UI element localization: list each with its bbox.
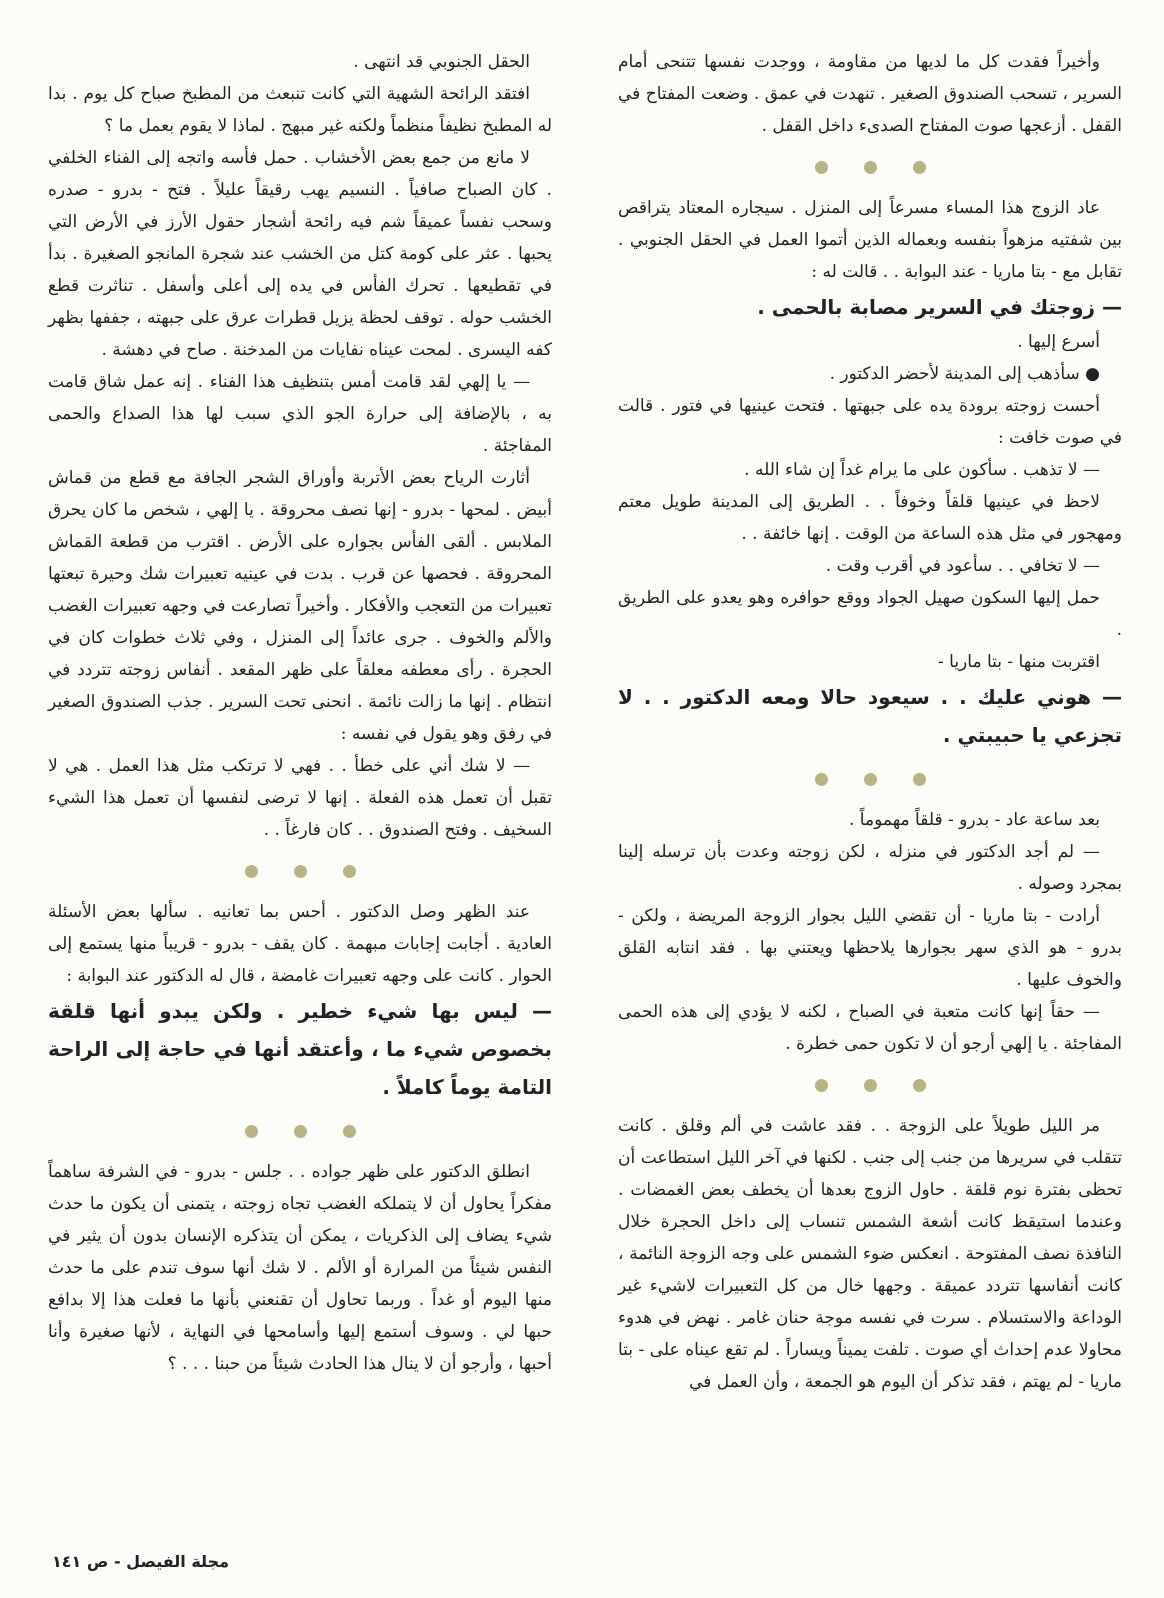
paragraph: مر الليل طويلاً على الزوجة . . فقد عاشت في ألم وقلق . كانت تتقلب في سريرها من جنب إلى جنب . لكنها في آخر الليل استطاعت أن تحظى بفترة نوم قلقة . حاول الزوج بعدها أن يخطف بعض الغمضات . وعندما استيقظ كانت أشعة الشمس تنساب إلى داخل الحجرة خلال النافذة نصف المفتوحة . انعكس ضوء الشمس على وجه الزوجة النائمة ، كانت أنفاسها تتردد عميقة . وجهها خال من كل التعبيرات لاشيء غير الوداعة والاستسلام . سرت في نفسه موجة حنان غامر . نهض في هدوء محاولا عدم إحداث أي صوت . تلفت يميناً ويساراً . لم تقع عيناه على - بتا ماريا - لم يهتم ، فقد تذكر أن اليوم هو الجمعة ، وأن العمل في xyxy=(618,1116,1122,1392)
paragraph: وأخيراً فقدت كل ما لديها من مقاومة ، ووجدت نفسها تتنحى أمام السرير ، تسحب الصندوق الصغير . تنهدت في عمق . وضعت المفتاح في القفل . أزعجها صوت المفتاح الصدىء داخل القفل . xyxy=(618,52,1122,136)
dialogue-highlight: — هوني عليك . . سيعود حالا ومعه الدكتور . . لا تجزعي يا حبيبتي . xyxy=(618,685,1122,747)
separator-dot xyxy=(913,773,926,786)
separator-dot xyxy=(913,1079,926,1092)
separator-dot xyxy=(294,865,307,878)
paragraph: أحست زوجته برودة يده على جبهتها . فتحت عينيها في فتور . قالت في صوت خافت : xyxy=(618,396,1122,448)
paragraph: عاد الزوج هذا المساء مسرعاً إلى المنزل . سيجاره المعتاد يتراقص بين شفتيه مزهواً بنفسه وبعماله الذين أتموا العمل في الحقل الجنوبي . تقابل مع - بتا ماريا - عند البوابة . . قالت له : xyxy=(618,198,1122,282)
paragraph: أرادت - بتا ماريا - أن تقضي الليل بجوار الزوجة المريضة ، ولكن - بدرو - هو الذي سهر بجوارها يلاحظها ويعتني بها . فقد انتابه القلق والخوف عليها . xyxy=(618,906,1122,990)
paragraph: — لا تذهب . سأكون على ما يرام غداً إن شاء الله . xyxy=(744,460,1100,480)
separator-dot xyxy=(294,1125,307,1138)
page-footer: مجلة الفيصل - ص ١٤١ xyxy=(52,1552,229,1571)
paragraph: أثارت الرياح بعض الأتربة وأوراق الشجر الجافة مع قطع من قماش أبيض . لمحها - بدرو - إنها نصف محروقة . يا إلهي ، شخص ما كان يحرق الملابس . ألقى الفأس بجواره على الأرض . اقترب من قطعة القماش المحروقة . فحصها عن قرب . بدت في عينيه تعبيرات شك وحيرة تبعتها تعبيرات من التعجب والأفكار . وأخيراً تصارعت في وجهه تعبيرات الغضب والألم والخوف . جرى عائداً إلى المنزل ، وفي ثلاث خطوات كان في الحجرة . رأى معطفه معلقاً على ظهر المقعد . أنفاس زوجته تتردد في انتظام . إنها ما زالت نائمة . انحنى تحت السرير . جذب الصندوق الصغير في رفق وهو يقول في نفسه : xyxy=(48,468,552,744)
paragraph: حمل إليها السكون صهيل الجواد ووقع حوافره وهو يعدو على الطريق . xyxy=(618,588,1122,640)
section-separator xyxy=(618,754,1122,804)
paragraph: — لا شك أني على خطأ . . فهي لا ترتكب مثل هذا العمل . هي لا تقبل أن تعمل هذه الفعلة . إنها لا ترضى لنفسها أن تعمل هذا الشيء السخيف . وفتح الصندوق . . كان فارغاً . . xyxy=(48,756,552,840)
separator-dot xyxy=(245,865,258,878)
paragraph: — لا تخافي . . سأعود في أقرب وقت . xyxy=(825,556,1100,576)
paragraph: أسرع إليها . xyxy=(1017,332,1100,352)
paragraph: افتقد الرائحة الشهية التي كانت تنبعث من المطبخ صباح كل يوم . بدا له المطبخ نظيفاً منظماً ولكنه غير مبهج . لماذا لا يقوم بعمل ما ؟ xyxy=(48,84,552,136)
paragraph: الحقل الجنوبي قد انتهى . xyxy=(353,52,530,72)
paragraph: بعد ساعة عاد - بدرو - قلقاً مهموماً . xyxy=(849,810,1100,830)
section-separator xyxy=(618,1060,1122,1110)
separator-dot xyxy=(913,161,926,174)
separator-dot xyxy=(815,773,828,786)
separator-dot xyxy=(864,773,877,786)
separator-dot xyxy=(245,1125,258,1138)
paragraph: لا مانع من جمع بعض الأخشاب . حمل فأسه واتجه إلى الفناء الخلفي . كان الصباح صافياً . النسيم يهب رقيقاً عليلاً . فتح - بدرو - صدره وسحب نفساً عميقاً شم فيه رائحة أشجار حقول الأرز في الأرض التي يحبها . عثر على كومة كتل من الخشب عند شجرة المانجو الصغيرة . بدأ في تقطيعها . تحرك الفأس في يده إلى أعلى وأسفل . تناثرت قطع الخشب حوله . توقف لحظة يزيل قطرات عرق على جبهته ، جففها بظهر كفه اليسرى . لمحت عيناه نفايات من المدخنة . صاح في دهشة . xyxy=(48,148,552,360)
paragraph: عند الظهر وصل الدكتور . أحس بما تعانيه . سألها بعض الأسئلة العادية . أجابت إجابات مبهمة . كان يقف - بدرو - قريباً منها يستمع إلى الحوار . كانت على وجهه تعبيرات غامضة ، قال له الدكتور عند البوابة : xyxy=(48,902,552,986)
separator-dot xyxy=(864,1079,877,1092)
section-separator xyxy=(618,142,1122,192)
dialogue-highlight: — ليس بها شيء خطير . ولكن يبدو أنها قلقة بخصوص شيء ما ، وأعتقد أنها في حاجة إلى الراحة التامة يوماً كاملاً . xyxy=(48,999,552,1099)
dialogue-highlight: — زوجتك في السرير مصابة بالحمى . xyxy=(757,295,1122,319)
separator-dot xyxy=(815,1079,828,1092)
paragraph: — يا إلهي لقد قامت أمس بتنظيف هذا الفناء . إنه عمل شاق قامت به ، بالإضافة إلى حرارة الجو الذي سبب لها هذا الصداع والحمى المفاجئة . xyxy=(48,372,552,456)
paragraph: — لم أجد الدكتور في منزله ، لكن زوجته وعدت بأن ترسله إلينا بمجرد وصوله . xyxy=(618,842,1122,894)
right-text-column xyxy=(618,46,1122,1398)
separator-dot xyxy=(343,865,356,878)
left-text-column xyxy=(48,46,552,1380)
separator-dot xyxy=(343,1125,356,1138)
paragraph: — حقاً إنها كانت متعبة في الصباح ، لكنه لا يؤدي إلى هذه الحمى المفاجئة . يا إلهي أرجو أن لا تكون حمى خطرة . xyxy=(618,1002,1122,1054)
paragraph: لاحظ في عينيها قلقاً وخوفاً . . الطريق إلى المدينة طويل معتم ومهجور في مثل هذه الساعة من الوقت . إنها خائفة . . xyxy=(618,492,1122,544)
separator-dot xyxy=(864,161,877,174)
section-separator xyxy=(48,846,552,896)
paragraph: ● سأذهب إلى المدينة لأحضر الدكتور . xyxy=(829,364,1100,384)
paragraph: انطلق الدكتور على ظهر جواده . . جلس - بدرو - في الشرفة ساهماً مفكراً يحاول أن لا يتملكه الغضب تجاه زوجته ، يتمنى أن يكون ما حدث شيء يضاف إلى الذكريات ، يمكن أن يتذكره الإنسان بدون أن يثير في النفس شيئاً من المرارة أو الألم . لا شك أنها سوف تندم على ما حدث منها اليوم أو غداً . وربما تحاول أن تقنعني بأنها ما فعلت هذا إلا بدافع حبها لي . وسوف أستمع إليها وأسامحها في النهاية ، لأنها صغيرة وأنا أحبها ، وأرجو أن لا ينال هذا الحادث شيئاً من حبنا . . . ؟ xyxy=(48,1162,552,1374)
paragraph: اقتربت منها - بتا ماريا - xyxy=(938,652,1100,672)
section-separator xyxy=(48,1106,552,1156)
separator-dot xyxy=(815,161,828,174)
